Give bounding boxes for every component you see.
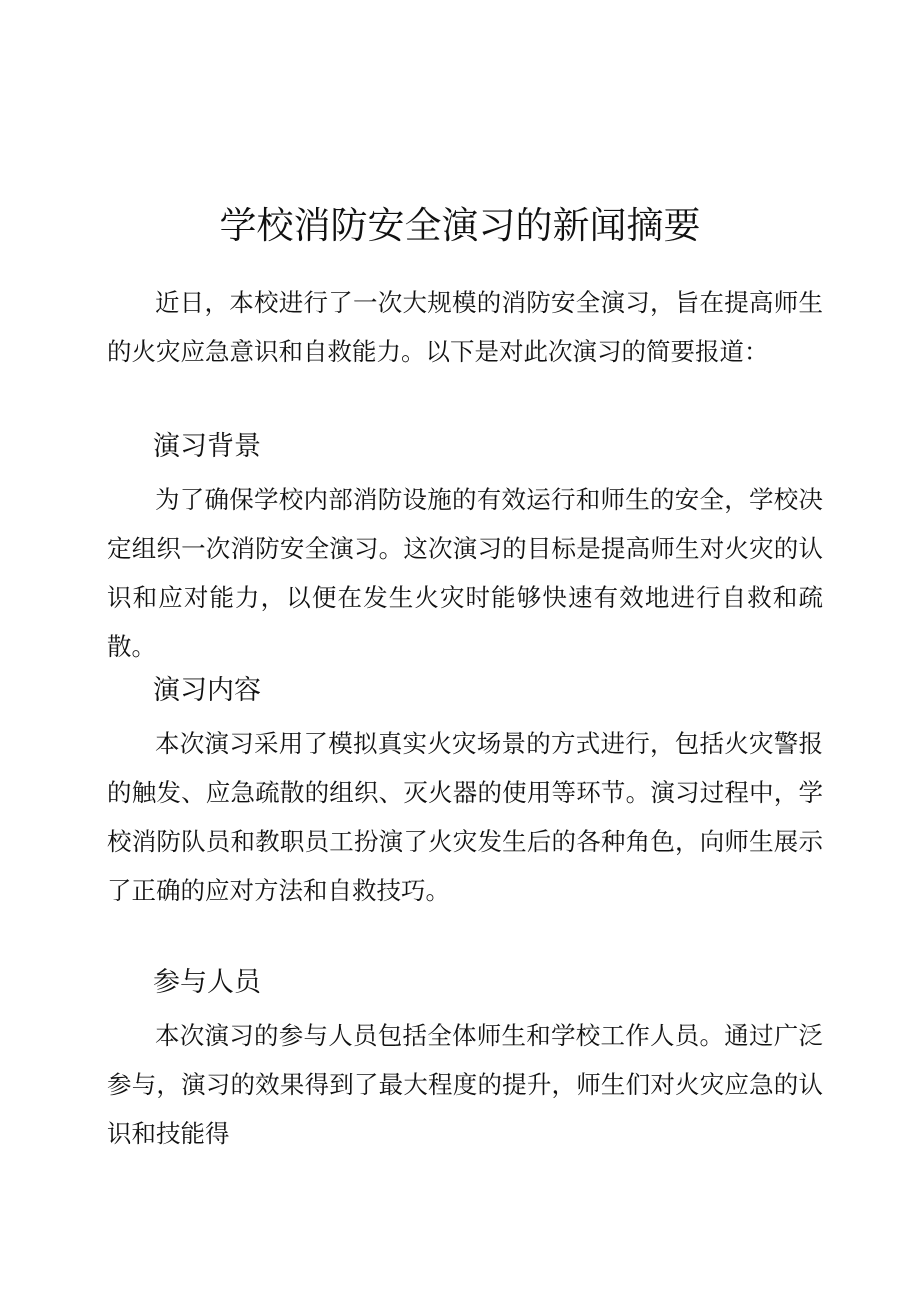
document-title: 学校消防安全演习的新闻摘要: [219, 203, 701, 247]
section-body-background: 为了确保学校内部消防设施的有效运行和师生的安全，学校决定组织一次消防安全演习。这次演习的目标是提高师生对火灾的认识和应对能力，以便在发生火灾时能够快速有效地进行自救和疏散。: [107, 485, 823, 661]
section-body-participants: 本次演习的参与人员包括全体师生和学校工作人员。通过广泛参与，演习的效果得到了最大程度的提升，师生们对火灾应急的认识和技能得: [107, 1021, 823, 1148]
intro-paragraph: 近日，本校进行了一次大规模的消防安全演习，旨在提高师生的火灾应急意识和自救能力。以下是对此次演习的简要报道：: [107, 288, 823, 366]
section-heading-participants: 参与人员: [153, 967, 261, 998]
section-heading-background: 演习背景: [153, 431, 261, 462]
section-heading-content: 演习内容: [153, 675, 261, 706]
section-body-content: 本次演习采用了模拟真实火灾场景的方式进行，包括火灾警报的触发、应急疏散的组织、灭火器的使用等环节。演习过程中，学校消防队员和教职员工扮演了火灾发生后的各种角色，向师生展示了正确的应对方法和自救技巧。: [107, 729, 823, 905]
